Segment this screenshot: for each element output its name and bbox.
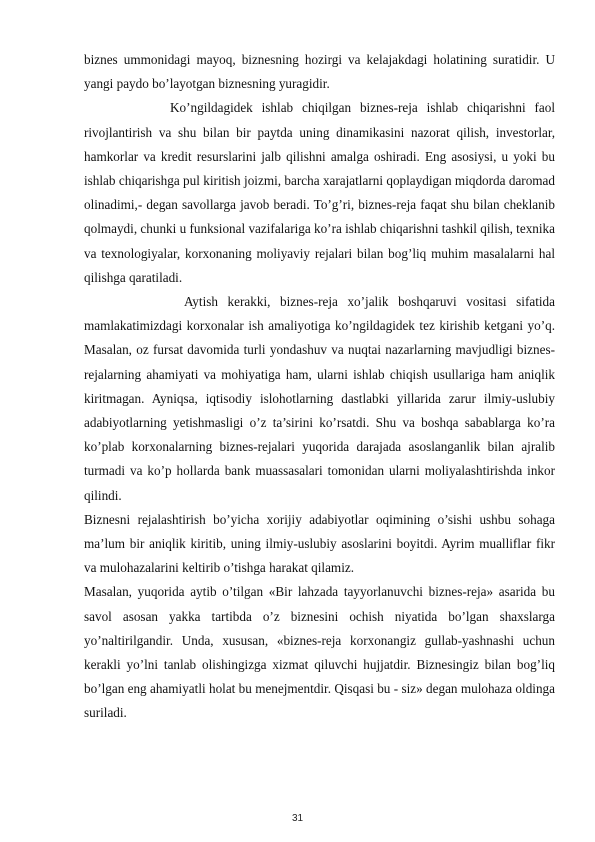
paragraph-example-quote: Masalan, yuqorida aytib o’tilgan «Bir lahzada tayyorlanuvchi biznes-reja» asarida bu savol asosan yakka tartibda o’z biznesini ochish niyatida bo’lgan shaxslarga yo’naltirilgandir. Unda, xususan, «biznes-reja korxonangiz gullab-yashnashi uchun kerakli yo’lni tanlab olishingizga xizmat qiluvchi hujjatdir. Biznesingiz bilan bog’liq bo’lgan eng ahamiyatli holat bu menejmentdir. Qisqasi bu - siz» degan mulohaza oldinga suriladi. bbox=[84, 584, 555, 721]
document-page bbox=[84, 48, 555, 726]
paragraph-business-plan-role: Ko’ngildagidek ishlab chiqilgan biznes-reja ishlab chiqarishni faol rivojlantirish va shu bilan bir paytda uning dinamikasini nazorat qilish, investorlar, hamkorlar va kredit resurslarini jalb qilishni amalga oshiradi. Eng asosiysi, u yoki bu ishlab chiqarishga pul kiritish joizmi, barcha xarajatlarni qoplaydigan miqdorda daromad olinadimi,- degan savollarga javob beradi. To’g’ri, biznes-reja faqat shu bilan cheklanib qolmaydi, chunki u funksional vazifalariga ko’ra ishlab chiqarishni tashkil qilish, texnika va texnologiyalar, korxonaning moliyaviy rejalari bilan bog’liq muhim masalalarni hal qilishga qaratiladi. bbox=[84, 100, 555, 285]
page-number: 31 bbox=[291, 813, 304, 824]
paragraph-intro: biznes ummonidagi mayoq, biznesning hozirgi va kelajakdagi holatining suratidir. U yangi paydo bo’layotgan biznesning yuragidir. bbox=[84, 52, 555, 92]
paragraph-business-plan-adoption: Aytish kerakki, biznes-reja xo’jalik boshqaruvi vositasi sifatida mamlakatimizdagi korxonalar ish amaliyotiga ko’ngildagidek tez kirishib ketgani yo’q. Masalan, oz fursat davomida turli yondashuv va nuqtai nazarlarning mavjudligi biznes-rejalarning ahamiyati va mohiyatiga ham, ularni ishlab chiqish usullariga ham aniqlik kiritmagan. Ayniqsa, iqtisodiy islohotlarning dastlabki yillarida zarur ilmiy-uslubiy adabiyotlarning yetishmasligi o’z ta’sirini ko’rsatdi. Shu va boshqa sabablarga ko’ra ko’plab korxonalarning biznes-rejalari yuqorida darajada asoslanganlik bilan ajralib turmadi va ko’p hollarda bank muassasalari tomonidan ularni moliyalashtirishda inkor qilindi. bbox=[84, 294, 555, 503]
paragraph-foreign-literature: Biznesni rejalashtirish bo’yicha xorijiy adabiyotlar oqimining o’sishi ushbu sohaga ma’lum bir aniqlik kiritib, uning ilmiy-uslubiy asoslarini boyitdi. Ayrim mualliflar fikr va mulohazalarini keltirib o’tishga harakat qilamiz. bbox=[84, 511, 555, 576]
